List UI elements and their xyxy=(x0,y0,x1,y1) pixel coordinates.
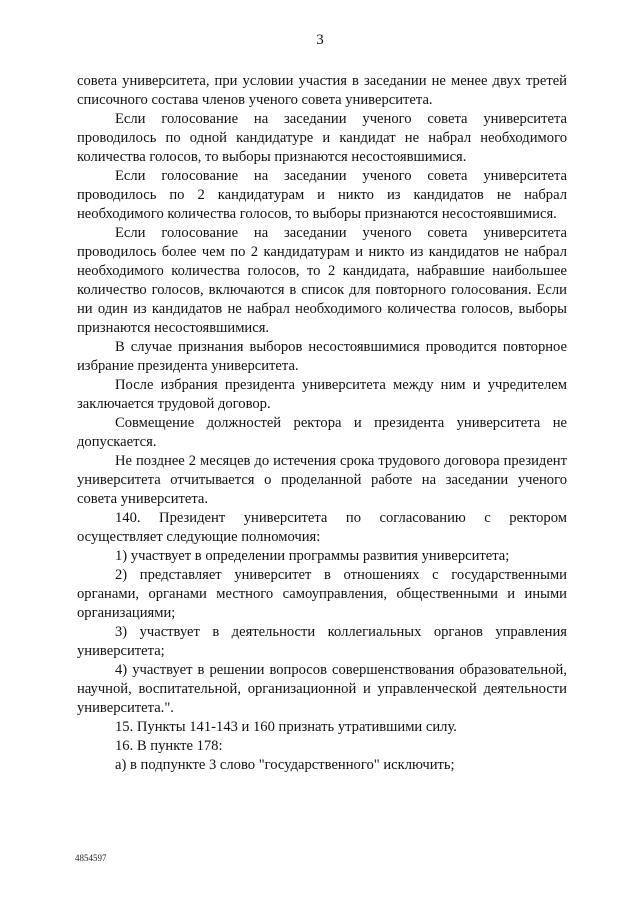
paragraph: совета университета, при условии участия в заседании не менее двух третей списочного состава членов ученого совета университета. xyxy=(77,73,567,108)
paragraph: В случае признания выборов несостоявшимися проводится повторное избрание президента университета. xyxy=(77,339,567,374)
paragraph: 16. В пункте 178: xyxy=(115,738,223,754)
paragraph: 140. Президент университета по согласованию с ректором осуществляет следующие полномочия: xyxy=(77,510,567,545)
paragraph: 3) участвует в деятельности коллегиальных органов управления университета; xyxy=(77,624,567,659)
paragraph: Если голосование на заседании ученого совета университета проводилось более чем по 2 кандидатурам и никто из кандидатов не набрал необходимого количества голосов, то 2 кандидата, набравшие наибольшее количество голосов, включаются в список для повторного голосования. Если ни один из кандидатов не набрал необходимого количества голосов, выборы признаются несостоявшимися. xyxy=(77,225,567,336)
paragraph: Не позднее 2 месяцев до истечения срока трудового договора президент университета отчитывается о проделанной работе на заседании ученого совета университета. xyxy=(77,453,567,507)
paragraph: 1) участвует в определении программы развития университета; xyxy=(115,548,510,564)
paragraph: Если голосование на заседании ученого совета университета проводилось по 2 кандидатурам и никто из кандидатов не набрал необходимого количества голосов, то выборы признаются несостоявшимися. xyxy=(77,168,567,222)
paragraph: а) в подпункте 3 слово "государственного" исключить; xyxy=(115,757,455,773)
paragraph: Совмещение должностей ректора и президента университета не допускается. xyxy=(77,415,567,450)
paragraph: После избрания президента университета между ним и учредителем заключается трудовой договор. xyxy=(77,377,567,412)
paragraph: 15. Пункты 141-143 и 160 признать утратившими силу. xyxy=(115,719,457,735)
document-body xyxy=(77,72,567,775)
document-code: 4854597 xyxy=(75,853,107,863)
paragraph: 2) представляет университет в отношениях с государственными органами, органами местного самоуправления, общественными и иными организациями; xyxy=(77,567,567,621)
page-number: 3 xyxy=(316,32,324,48)
paragraph: 4) участвует в решении вопросов совершенствования образовательной, научной, воспитательной, организационной и управленческой деятельности университета.". xyxy=(77,662,567,716)
paragraph: Если голосование на заседании ученого совета университета проводилось по одной кандидатуре и кандидат не набрал необходимого количества голосов, то выборы признаются несостоявшимися. xyxy=(77,111,567,165)
